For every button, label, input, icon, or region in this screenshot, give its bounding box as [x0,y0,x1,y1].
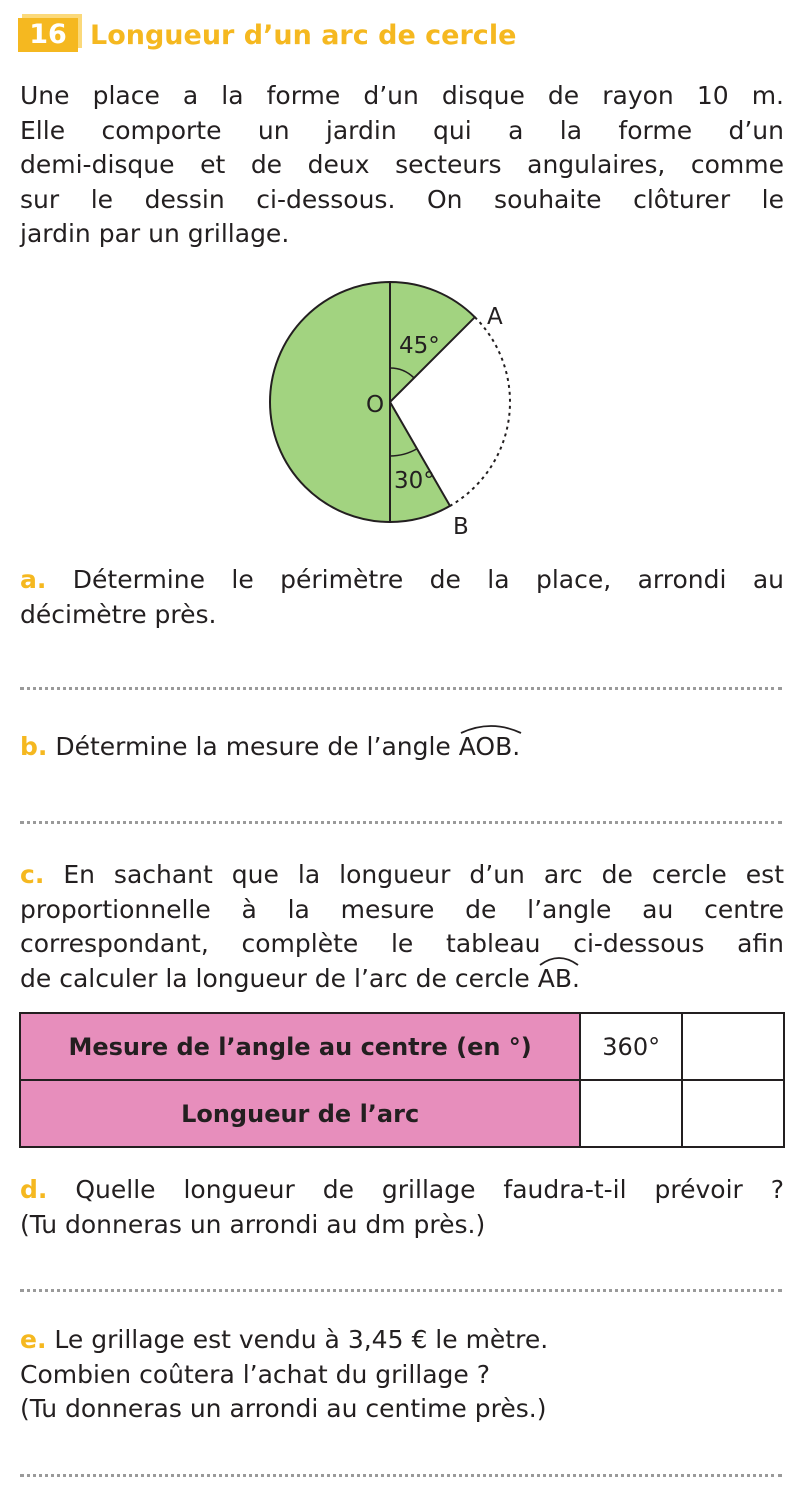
question-label: b. [20,732,48,761]
table-cell-empty[interactable] [580,1080,682,1147]
table-cell-empty[interactable] [682,1013,784,1080]
intro-line: jardin par un grillage. [20,219,290,248]
arc-name: AB [537,963,572,993]
row-header-length: Longueur de l’arc [20,1080,580,1147]
question-label: d. [20,1175,48,1204]
intro-paragraph [20,79,784,252]
question-e [20,1323,784,1427]
arc-hat-icon [538,953,580,967]
intro-line: Une place a la forme d’un disque de rayon 10 m. [20,81,784,110]
answer-line-a [20,687,782,690]
question-e-line: Combien coûtera l’achat du grillage ? [20,1359,491,1389]
point-label-a: A [487,304,503,330]
question-d [20,1173,784,1242]
exercise-number-badge: 16 [18,18,78,52]
question-c-line: proportionnelle à la mesure de l’angle au centre [20,894,784,924]
question-text: Détermine la mesure de l’angle [55,732,451,761]
point-label-o: O [366,392,385,418]
point-label-b: B [453,514,469,540]
question-e-line [20,1323,784,1358]
angle-label-30: 30° [394,468,435,494]
question-d-line: (Tu donneras un arrondi au dm près.) [20,1209,486,1239]
arc-notation [538,962,572,997]
sector-30 [390,402,450,522]
question-text: Quelle longueur de grillage faudra-t-il prévoir ? [75,1175,785,1204]
table-row [20,1080,784,1147]
proportionality-table [19,1012,785,1148]
table-row [20,1013,784,1080]
question-text: Détermine le périmètre de la place, arrondi au [72,565,785,594]
answer-line-d [20,1289,782,1292]
punctuation: . [512,732,521,761]
question-text: de calculer la longueur de l’arc de cercle [20,963,530,993]
row-header-angle: Mesure de l’angle au centre (en °) [20,1013,580,1080]
question-label: a. [20,565,47,594]
exercise-title: Longueur d’un arc de cercle [90,20,517,51]
question-c-line [20,962,784,997]
punctuation: . [571,963,580,993]
answer-line-e [20,1474,782,1477]
answer-line-b [20,821,782,824]
question-text: Le grillage est vendu à 3,45 € le mètre. [54,1325,549,1354]
question-a [20,563,784,632]
question-d-line [20,1173,784,1208]
question-c-line [20,858,784,893]
intro-line: Elle comporte un jardin qui a la forme d’un [20,115,784,145]
question-label: c. [20,860,45,889]
question-e-line: (Tu donneras un arrondi au centime près.) [20,1394,547,1423]
question-text: En sachant que la longueur d’un arc de cercle est [63,860,784,889]
disc-figure [260,276,530,546]
intro-line: sur le dessin ci-dessous. On souhaite clôturer le [20,184,784,214]
angle-notation [459,730,513,765]
question-c-line: correspondant, complète le tableau ci-dessous afin [20,929,784,958]
question-c [20,858,784,996]
arc-ab-dotted [450,317,510,506]
question-a-line: décimètre près. [20,599,217,629]
table-cell-empty[interactable] [682,1080,784,1147]
angle-hat-icon [459,721,523,735]
question-label: e. [20,1325,47,1354]
table-cell: 360° [580,1013,682,1080]
question-a-line [20,563,784,598]
intro-line: demi-disque et de deux secteurs angulaires, comme [20,150,784,179]
angle-name: AOB [458,732,513,761]
question-b [20,730,784,765]
angle-label-45: 45° [399,333,440,359]
